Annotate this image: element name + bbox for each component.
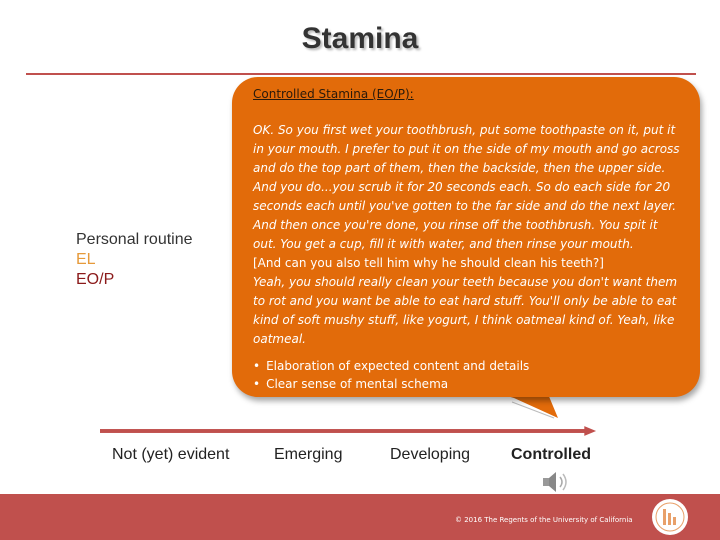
callout-bullets bbox=[253, 357, 683, 393]
slide-title: Stamina bbox=[301, 22, 419, 55]
bullet-item: • Elaboration of expected content and details bbox=[253, 357, 683, 375]
scale-label-developing: Developing bbox=[390, 446, 471, 463]
scale-label-not-yet-evident: Not (yet) evident bbox=[112, 446, 230, 463]
transcript-callout bbox=[232, 77, 700, 397]
university-logo-icon bbox=[652, 499, 688, 535]
side-label-el: EL bbox=[76, 251, 96, 268]
side-label-eop: EO/P bbox=[76, 271, 115, 288]
transcript-question: [And can you also tell him why he should clean his teeth?] bbox=[253, 256, 604, 270]
side-label-personal-routine: Personal routine bbox=[76, 231, 193, 248]
speaker-icon[interactable] bbox=[541, 470, 573, 494]
transcript-paragraph: OK. So you first wet your toothbrush, put some toothpaste on it, put it in your mouth. I prefer to put it on the side of my mouth and go across and do the top part of them, then the backside, then the upper side. And you do...you scrub it for 20 seconds each. So do each side for 20 seconds each until you've gotten to the far side and do the next layer. And then once you're done, you rinse off the toothbrush. You spit it out. You get a cup, fill it with water, and then rinse your mouth. bbox=[253, 123, 680, 251]
transcript-paragraph: Yeah, you should really clean your teeth because you don't want them to rot and you want be able to eat hard stuff. You'll only be able to eat kind of soft mushy stuff, like yogurt, I think oatmeal kind of. Yeah, like oatmeal. bbox=[253, 275, 678, 346]
callout-heading: Controlled Stamina (EO/P): bbox=[253, 87, 414, 101]
copyright-text: © 2016 The Regents of the University of California bbox=[455, 516, 633, 524]
side-labels bbox=[76, 230, 193, 290]
title-divider bbox=[26, 73, 696, 75]
scale-label-controlled: Controlled bbox=[511, 446, 591, 463]
progression-scale-arrow bbox=[100, 426, 600, 436]
callout-transcript bbox=[253, 121, 683, 349]
footer-bar bbox=[0, 494, 720, 540]
scale-label-emerging: Emerging bbox=[274, 446, 343, 463]
bullet-item: • Clear sense of mental schema bbox=[253, 375, 683, 393]
